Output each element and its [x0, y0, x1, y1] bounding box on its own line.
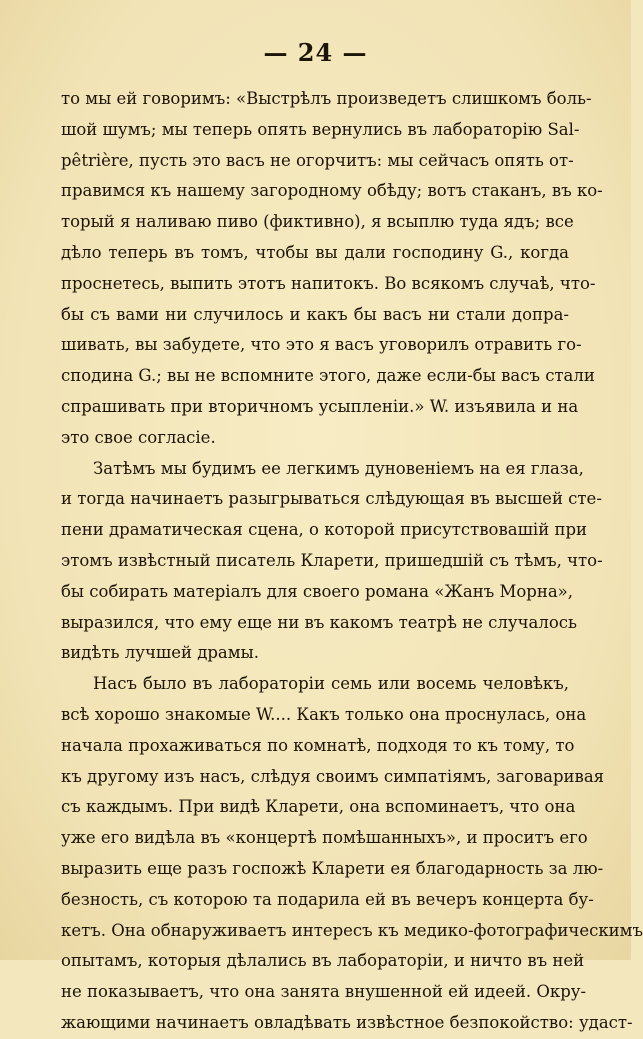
text-line: дѣло теперь въ томъ, чтобы вы дали господину G., когда — [61, 242, 569, 262]
text-line: уже его видѣла въ «концертѣ помѣшанныхъ», и проситъ его — [61, 828, 588, 848]
text-line: жающими начинаетъ овладѣвать извѣстное безпокойство: удаст- — [61, 1012, 633, 1032]
text-line: сподина G.; вы не вспомните этого, даже если-бы васъ стали — [61, 366, 595, 386]
text-line: проснетесь, выпить этотъ напитокъ. Во всякомъ случаѣ, что- — [61, 273, 596, 293]
text-line: правимся къ нашему загородному обѣду; вотъ стаканъ, въ ко- — [61, 181, 603, 201]
text-line: видѣть лучшей драмы. — [61, 643, 259, 663]
text-line: бы собирать матеріалъ для своего романа «Жанъ Морна», — [61, 581, 574, 601]
text-line: пени драматическая сцена, о которой присутствовашій при — [61, 520, 588, 540]
text-line: безность, съ которою та подарила ей въ вечеръ концерта бу- — [61, 889, 594, 909]
text-line: опытамъ, которыя дѣлались въ лабораторіи, и ничто въ ней — [61, 951, 585, 971]
text-line: кетъ. Она обнаруживаетъ интересъ къ медико-фотографическимъ — [61, 920, 643, 940]
text-line: этомъ извѣстный писатель Кларети, пришедшій съ тѣмъ, что- — [61, 550, 603, 570]
text-line: Насъ было въ лабораторіи семь или восемь человѣкъ, — [93, 674, 569, 694]
text-line: съ каждымъ. При видѣ Кларети, она вспоминаетъ, что она — [61, 797, 576, 817]
text-line: не показываетъ, что она занята внушенной ей идеей. Окру- — [61, 982, 587, 1002]
text-line: торый я наливаю пиво (фиктивно), я всыплю туда ядъ; все — [61, 212, 574, 232]
text-line: выразился, что ему еще ни въ какомъ театрѣ не случалось — [61, 612, 578, 632]
text-line: шивать, вы забудете, что это я васъ уговорилъ отравить го- — [61, 335, 582, 355]
text-line: это свое согласіе. — [61, 427, 216, 447]
text-line: Затѣмъ мы будимъ ее легкимъ дуновеніемъ на ея глаза, — [93, 458, 584, 478]
text-line: всѣ хорошо знакомые W.... Какъ только она проснулась, она — [61, 704, 587, 724]
text-line: и тогда начинаетъ разыгрываться слѣдующая въ высшей сте- — [61, 489, 602, 509]
text-line: выразить еще разъ госпожѣ Кларети ея благодарность за лю- — [61, 858, 604, 878]
body-text — [61, 84, 643, 1039]
text-line: pêtrière, пусть это васъ не огорчитъ: мы сейчасъ опять от- — [61, 150, 574, 170]
text-line: къ другому изъ насъ, слѣдуя своимъ симпатіямъ, заговаривая — [61, 766, 605, 786]
text-line: начала прохаживаться по комнатѣ, подходя то къ тому, то — [61, 735, 575, 755]
page-number: — 24 — — [263, 38, 368, 67]
text-line: то мы ей говоримъ: «Выстрѣлъ произведетъ слишкомъ боль- — [61, 89, 592, 108]
text-line: спрашивать при вторичномъ усыпленіи.» W. изъявила и на — [61, 396, 579, 416]
text-line: бы съ вами ни случилось и какъ бы васъ ни стали допра- — [61, 304, 569, 324]
text-line: шой шумъ; мы теперь опять вернулись въ лабораторію Sal- — [61, 119, 580, 139]
